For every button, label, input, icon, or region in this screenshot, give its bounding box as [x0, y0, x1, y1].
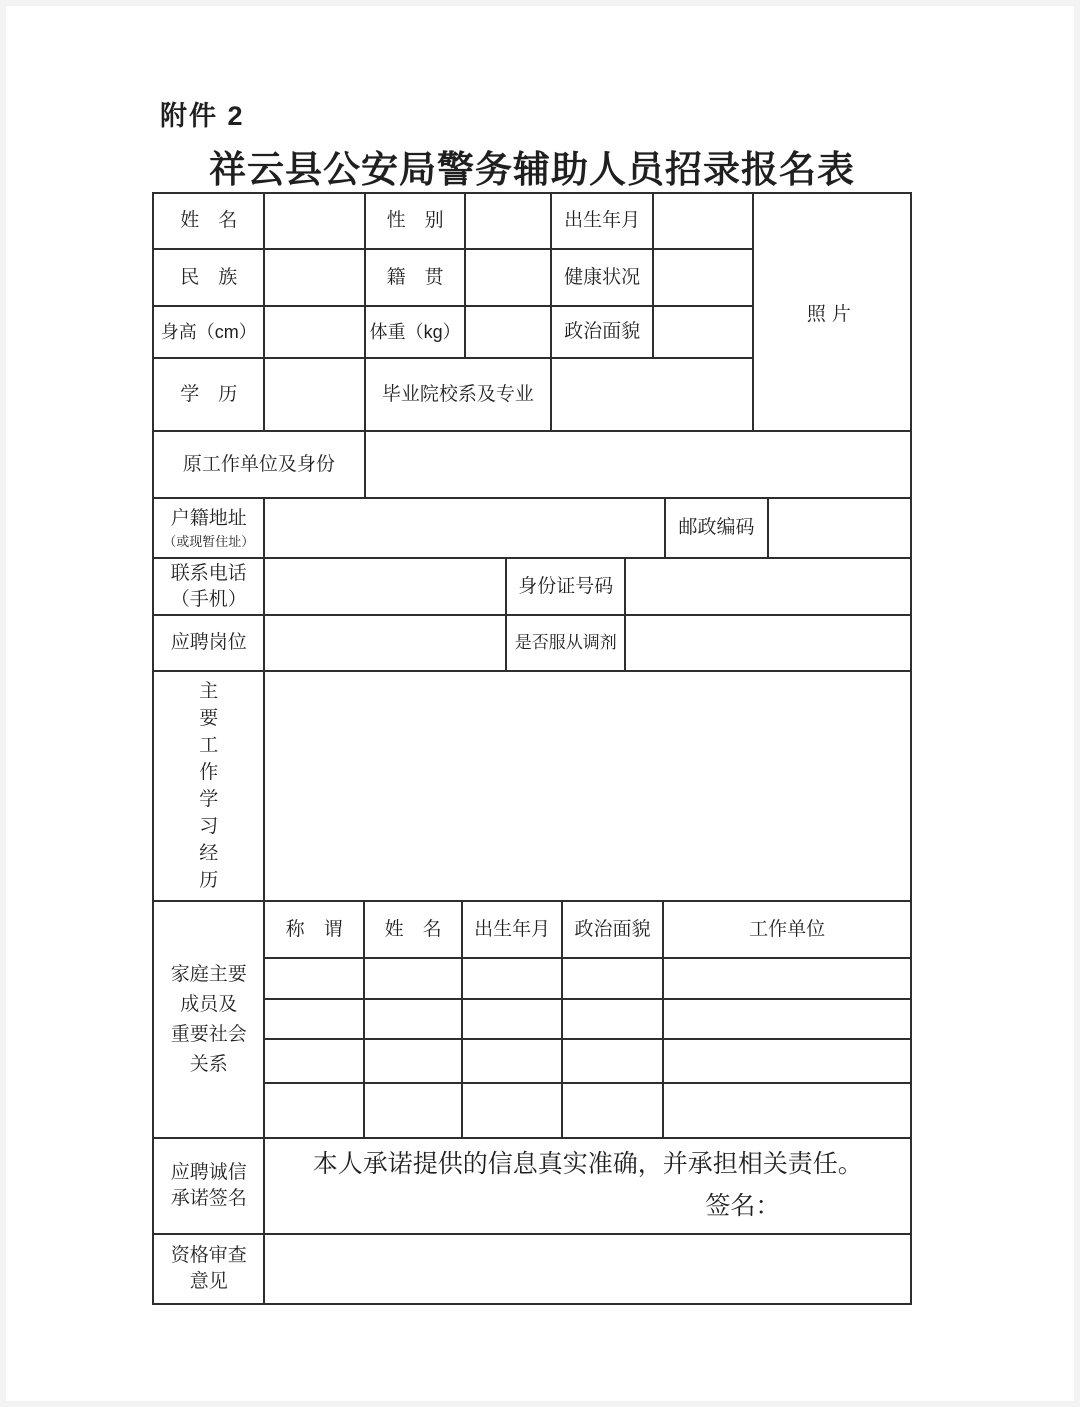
- political-status-label: 政治面貌: [552, 307, 654, 357]
- family-label-line: 成员及: [180, 993, 238, 1015]
- former-work-value-cell: [366, 432, 910, 497]
- family-cell: [463, 959, 562, 998]
- row-address: [154, 499, 910, 559]
- gender-label: 性 别: [366, 194, 466, 248]
- health-value-cell: [654, 250, 754, 305]
- commitment-content-cell: [265, 1139, 910, 1233]
- name-value-cell: [265, 194, 365, 248]
- health-label: 健康状况: [552, 250, 654, 305]
- basic-info-band: [154, 194, 910, 432]
- row-phone: [154, 559, 910, 616]
- school-major-label: 毕业院校系及专业: [366, 359, 552, 430]
- address-label-main: 户籍地址: [170, 507, 247, 529]
- id-number-label: 身份证号码: [507, 559, 626, 614]
- review-label-line: 资格审查: [170, 1245, 247, 1266]
- family-subtable: [265, 902, 910, 1137]
- row-former-work: [154, 432, 910, 499]
- family-row: [265, 1000, 910, 1040]
- family-header-relation: 称 谓: [265, 902, 364, 957]
- family-band: [154, 902, 910, 1139]
- family-header-birth: 出生年月: [463, 902, 562, 957]
- family-row: [265, 1040, 910, 1084]
- family-header-workunit: 工作单位: [749, 918, 826, 940]
- postal-code-label: 邮政编码: [666, 499, 768, 557]
- basic-info-rows: [154, 194, 754, 430]
- family-cell: [563, 1040, 664, 1082]
- height-label: 身高（cm）: [154, 307, 265, 357]
- review-label: [154, 1235, 265, 1303]
- position-label: 应聘岗位: [154, 616, 265, 670]
- family-cell: [463, 1040, 562, 1082]
- family-cell: [664, 1040, 910, 1082]
- family-row: [265, 959, 910, 1000]
- family-cell: [365, 1084, 463, 1137]
- row-position: [154, 616, 910, 672]
- family-cell: [563, 959, 664, 998]
- weight-label: 体重（kg）: [366, 307, 466, 357]
- family-cell: [265, 1000, 364, 1038]
- registration-form-table: [152, 192, 912, 1305]
- photo-label: 照片: [806, 303, 857, 325]
- native-place-label: 籍 贯: [366, 250, 466, 305]
- row-name: [154, 194, 754, 250]
- experience-char: 历: [199, 870, 219, 891]
- birth-value-cell: [654, 194, 754, 248]
- address-value-cell: [265, 499, 666, 557]
- experience-char: 习: [199, 816, 219, 837]
- commitment-label: [154, 1139, 265, 1233]
- commitment-statement: 本人承诺提供的信息真实准确，并承担相关责任。: [312, 1151, 863, 1178]
- experience-char: 工: [199, 735, 219, 756]
- ethnicity-value-cell: [265, 250, 365, 305]
- family-cell: [463, 1000, 562, 1038]
- gender-value-cell: [466, 194, 552, 248]
- family-cell: [664, 1084, 910, 1137]
- family-cell: [265, 1040, 364, 1082]
- id-number-value-cell: [626, 559, 910, 614]
- family-cell: [265, 959, 364, 998]
- height-value-cell: [265, 307, 365, 357]
- experience-value-cell: [265, 672, 910, 900]
- family-cell: [365, 959, 463, 998]
- form-title: 祥云县公安局警务辅助人员招录报名表: [209, 150, 855, 191]
- commitment-label-line: 承诺签名: [170, 1188, 247, 1209]
- attachment-label: 附件 2: [160, 101, 245, 131]
- phone-value-cell: [265, 559, 507, 614]
- experience-char: 经: [199, 843, 219, 864]
- family-row: [265, 1084, 910, 1137]
- phone-label-main: 联系电话: [170, 562, 247, 584]
- education-value-cell: [265, 359, 365, 430]
- signature-label: 签名：: [705, 1193, 781, 1220]
- review-label-line: 意见: [189, 1271, 228, 1292]
- phone-label-note: （手机）: [170, 588, 247, 610]
- birth-label: 出生年月: [552, 194, 654, 248]
- family-cell: [563, 1084, 664, 1137]
- address-label: [154, 499, 265, 557]
- family-header-political: 政治面貌: [563, 902, 664, 957]
- phone-label: [154, 559, 265, 614]
- photo-cell: [754, 194, 910, 430]
- family-cell: [365, 1040, 463, 1082]
- education-label: 学 历: [154, 359, 265, 430]
- row-ethnicity: [154, 250, 754, 307]
- family-cell: [365, 1000, 463, 1038]
- family-cell: [463, 1084, 562, 1137]
- address-label-note: （或现暂住址）: [163, 533, 255, 549]
- experience-char: 主: [199, 681, 219, 702]
- family-label-line: 家庭主要: [170, 963, 247, 985]
- ethnicity-label: 民 族: [154, 250, 265, 305]
- family-cell: [664, 959, 910, 998]
- row-commitment: [154, 1139, 910, 1235]
- adjustment-value-cell: [626, 616, 910, 670]
- row-education: [154, 359, 754, 430]
- commitment-label-line: 应聘诚信: [170, 1162, 247, 1183]
- experience-char: 作: [199, 762, 219, 783]
- family-label: [154, 902, 265, 1137]
- row-height-weight: [154, 307, 754, 359]
- family-cell: [664, 1000, 910, 1038]
- family-header-row: [265, 902, 910, 959]
- experience-char: 要: [199, 708, 219, 729]
- row-review: [154, 1235, 910, 1303]
- family-header-name: 姓 名: [365, 902, 463, 957]
- native-place-value-cell: [466, 250, 552, 305]
- weight-value-cell: [466, 307, 552, 357]
- position-value-cell: [265, 616, 507, 670]
- former-work-label: 原工作单位及身份: [154, 432, 366, 497]
- adjustment-label: 是否服从调剂: [507, 616, 626, 670]
- family-cell: [265, 1084, 364, 1137]
- experience-label: [154, 672, 265, 900]
- political-status-value-cell: [654, 307, 754, 357]
- experience-char: 学: [199, 789, 219, 810]
- family-label-line: 重要社会: [170, 1023, 247, 1045]
- postal-code-value-cell: [769, 499, 910, 557]
- name-label: 姓 名: [154, 194, 265, 248]
- row-experience: [154, 672, 910, 902]
- family-cell: [563, 1000, 664, 1038]
- family-label-line: 关系: [189, 1053, 228, 1075]
- school-major-value-cell: [552, 359, 754, 430]
- review-value-cell: [265, 1235, 910, 1303]
